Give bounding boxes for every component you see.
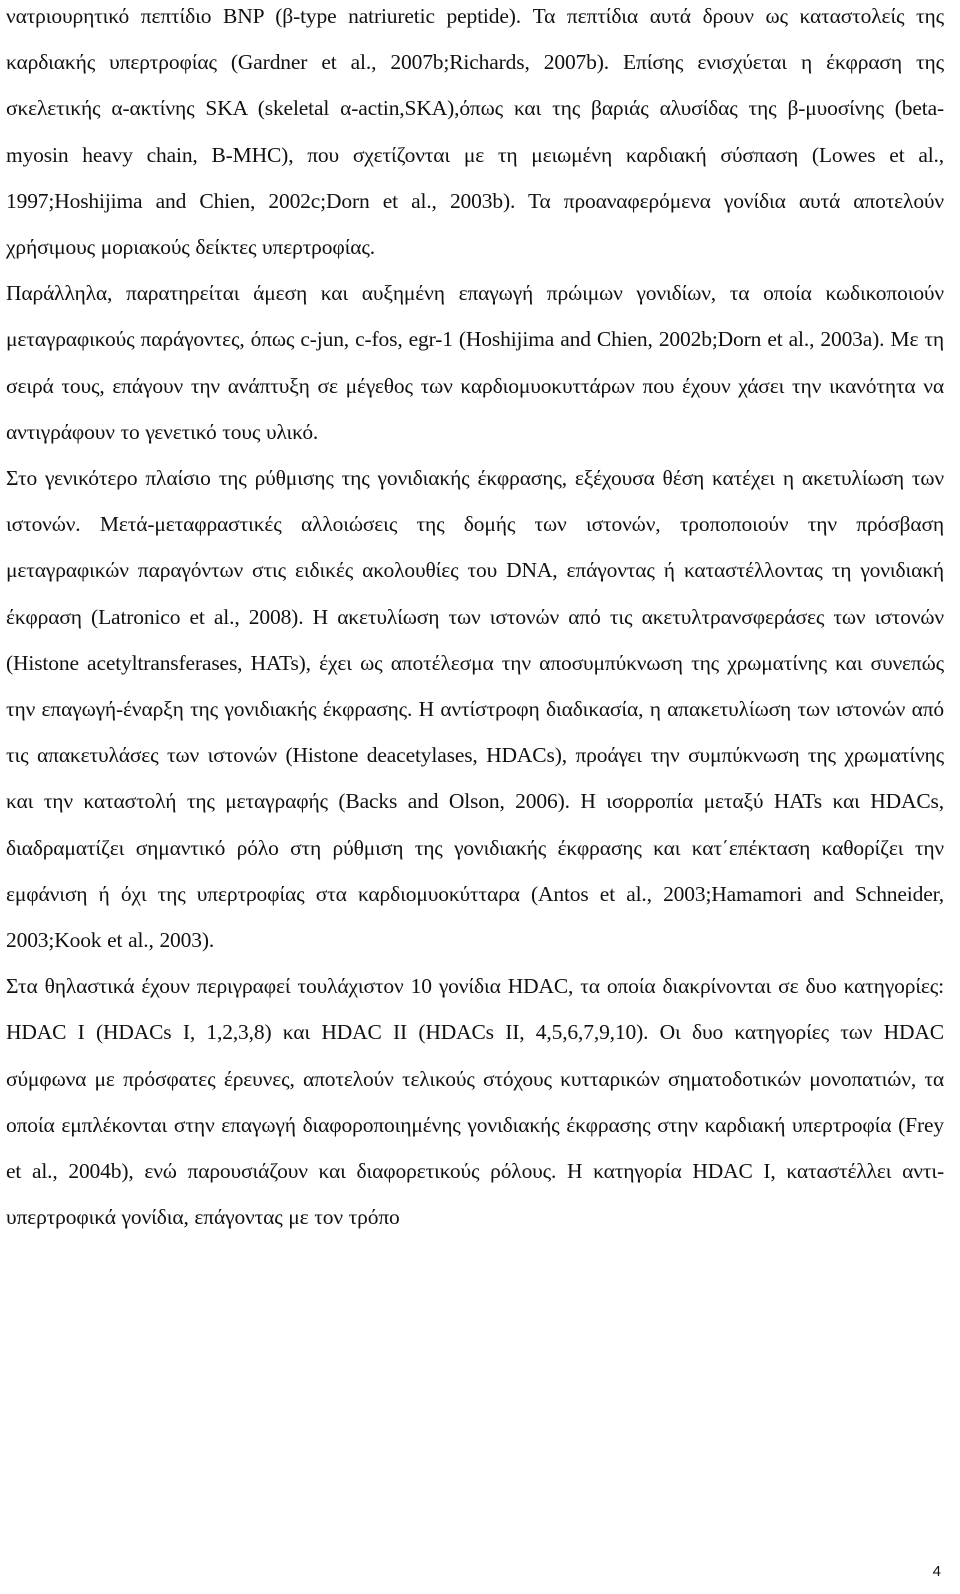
page-number: 4 (932, 1563, 941, 1580)
paragraph-histone-acetylation: Στο γενικότερο πλαίσιο της ρύθμισης της γονιδιακής έκφρασης, εξέχουσα θέση κατέχει η ακετυλίωση των ιστονών. Μετά-μεταφραστικές αλλοιώσεις της δομής των ιστονών, τροποποιούν την πρόσβαση μεταγραφικών παραγόντων στις ειδικές ακολουθίες του DNA, επάγοντας ή καταστέλλοντας τη γονιδιακή έκφραση (Latronico et al., 2008). Η ακετυλίωση των ιστονών από τις ακετυλτρανσφεράσες των ιστονών (Histone acetyltransferases, HATs), έχει ως αποτέλεσμα την αποσυμπύκνωση της χρωματίνης και συνεπώς την επαγωγή-έναρξη της γονιδιακής έκφρασης. Η αντίστροφη διαδικασία, η απακετυλίωση των ιστονών από τις απακετυλάσες των ιστονών (Histone deacetylases, HDACs), προάγει την συμπύκνωση της χρωματίνης και την καταστολή της μεταγραφής (Backs and Olson, 2006). Η ισορροπία μεταξύ HATs και HDACs, διαδραματίζει σημαντικό ρόλο στη ρύθμιση της γονιδιακής έκφρασης και κατ΄επέκταση καθορίζει την εμφάνιση ή όχι της υπερτροφίας στα καρδιομυοκύτταρα (Antos et al., 2003;Hamamori and Schneider, 2003;Kook et al., 2003). (6, 466, 944, 953)
paragraph-hdac-classes: Στα θηλαστικά έχουν περιγραφεί τουλάχιστον 10 γονίδια HDAC, τα οποία διακρίνονται σε δυο κατηγορίες: HDAC I (HDACs I, 1,2,3,8) και HDAC II (HDACs II, 4,5,6,7,9,10). Οι δυο κατηγορίες των HDAC σύμφωνα με πρόσφατες έρευνες, αποτελούν τελικούς στόχους κυτταρικών σηματοδοτικών μονοπατιών, τα οποία εμπλέκονται στην επαγωγή διαφοροποιημένης γονιδιακής έκφρασης στην καρδιακή υπερτροφία (Frey et al., 2004b), ενώ παρουσιάζουν και διαφορετικούς ρόλους. Η κατηγορία HDAC I, καταστέλλει αντι-υπερτροφικά γονίδια, επάγοντας με τον τρόπο (6, 974, 944, 1230)
body-text (6, 0, 944, 1240)
paragraph-bnp-markers: νατριουρητικό πεπτίδιο BNP (β-type natriuretic peptide). Τα πεπτίδια αυτά δρουν ως καταστολείς της καρδιακής υπερτροφίας (Gardner et al., 2007b;Richards, 2007b). Επίσης ενισχύεται η έκφραση της σκελετικής α-ακτίνης SKA (skeletal α-actin,SKA),όπως και της βαριάς αλυσίδας της β-μυοσίνης (beta-myosin heavy chain, B-MHC), που σχετίζονται με τη μειωμένη καρδιακή σύσπαση (Lowes et al., 1997;Hoshijima and Chien, 2002c;Dorn et al., 2003b). Τα προαναφερόμενα γονίδια αυτά αποτελούν χρήσιμους μοριακούς δείκτες υπερτροφίας. (6, 4, 944, 260)
paragraph-early-genes: Παράλληλα, παρατηρείται άμεση και αυξημένη επαγωγή πρώιμων γονιδίων, τα οποία κωδικοποιούν μεταγραφικούς παράγοντες, όπως c-jun, c-fos, egr-1 (Hoshijima and Chien, 2002b;Dorn et al., 2003a). Με τη σειρά τους, επάγουν την ανάπτυξη σε μέγεθος των καρδιομυοκυττάρων που έχουν χάσει την ικανότητα να αντιγράφουν το γενετικό τους υλικό. (6, 281, 944, 444)
